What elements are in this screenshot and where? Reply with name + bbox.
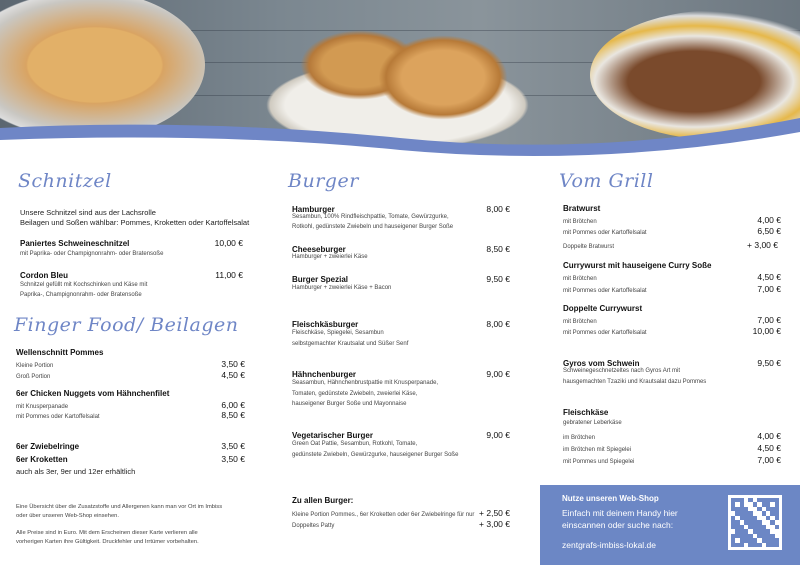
- menu-text: mit Knusperpanade: [16, 404, 69, 410]
- menu-item: [292, 369, 510, 379]
- menu-text: selbstgemachter Krautsalat und Süßer Senf: [292, 341, 409, 347]
- menu-text: 3,50 €: [221, 454, 245, 464]
- menu-text: mit Pommes und Spiegelei: [563, 459, 635, 465]
- extras-title: Zu allen Burger:: [292, 496, 354, 505]
- menu-text: Schnitzel gefüllt mit Kochschinken und Käse mit: [20, 282, 148, 288]
- menu-text: + 2,50 €: [479, 508, 510, 518]
- section-title-burger: Burger: [288, 170, 359, 192]
- menu-text: 3,50 €: [221, 359, 245, 369]
- menu-text: 4,50 €: [221, 370, 245, 380]
- price-line: [563, 226, 781, 236]
- menu-text: 8,50 €: [486, 244, 510, 254]
- price-line: [563, 455, 781, 465]
- menu-text: Sesambun, 100% Rindfleischpattie, Tomate, Gewürzgurke,: [292, 214, 449, 220]
- section-title-finger-food: Finger Food/ Beilagen: [14, 314, 239, 336]
- menu-text: Fleischkäse: [563, 408, 609, 417]
- price-line: [563, 284, 781, 294]
- menu-text: Kleine Portion: [16, 363, 54, 369]
- menu-text: Burger Spezial: [292, 275, 349, 284]
- footnote: [16, 529, 199, 547]
- menu-text: Kleine Portion Pommes., 6er Kroketten oder 6er Zwiebelringe für nur: [292, 512, 475, 518]
- menu-text: im Brötchen: [563, 435, 596, 441]
- price-line: [16, 370, 245, 380]
- menu-text: einscannen oder suche nach:: [562, 520, 674, 530]
- menu-text: Bratwurst: [563, 204, 601, 213]
- menu-text: vorherigen Karten ihre Gültigkeit. Druckfehler und Irrtümer vorbehalten.: [16, 539, 199, 545]
- menu-text: 8,50 €: [221, 410, 245, 420]
- footnote: [16, 503, 222, 521]
- price-line: [563, 443, 781, 453]
- menu-text: Green Oat Pattie, Sesambun, Rotkohl, Tomate,: [292, 441, 418, 447]
- menu-text: Hamburger: [292, 205, 335, 214]
- menu-text: Rotkohl, gedünstete Zwiebeln und hauseigener Burger Soße: [292, 224, 454, 230]
- price-line: [563, 431, 781, 441]
- menu-text: Schweinegeschnetzeltes nach Gyros Art mit: [563, 368, 681, 374]
- menu-text: 8,00 €: [486, 319, 510, 329]
- menu-text: Paniertes Schweineschnitzel: [20, 239, 130, 248]
- menu-text: hauseigener Burger Soße und Mayonnaise: [292, 401, 407, 407]
- menu-item: [20, 238, 243, 248]
- price-line: [563, 315, 781, 325]
- menu-text: 6er Chicken Nuggets vom Hähnchenfilet: [16, 389, 170, 398]
- menu-text: gedünstete Zwiebeln, Gewürzgurke, hauseigener Burger Soße: [292, 452, 459, 458]
- menu-text: 9,50 €: [486, 274, 510, 284]
- menu-text: Doppelte Currywurst: [563, 304, 643, 313]
- price-line: [16, 410, 245, 420]
- webshop-text: [562, 507, 678, 531]
- menu-text: 7,00 €: [757, 455, 781, 465]
- menu-text: 6,00 €: [221, 400, 245, 410]
- menu-text: Hähnchenburger: [292, 370, 357, 379]
- menu-text: 10,00 €: [752, 326, 781, 336]
- menu-text: 6,50 €: [757, 226, 781, 236]
- price-line: [16, 400, 245, 410]
- menu-text: gebratener Leberkäse: [563, 420, 622, 426]
- menu-text: im Brötchen mit Spiegelei: [563, 447, 632, 453]
- menu-text: Tomaten, gedünstete Zwiebeln, zweierlei Käse,: [292, 391, 418, 397]
- menu-text: Cheeseburger: [292, 245, 346, 254]
- menu-text: + 3,00 €: [479, 519, 510, 529]
- menu-text: Gyros vom Schwein: [563, 359, 640, 368]
- menu-text: Cordon Bleu: [20, 271, 68, 280]
- price-line: [563, 240, 778, 250]
- menu-text: 10,00 €: [214, 238, 243, 248]
- menu-text: 9,00 €: [486, 369, 510, 379]
- schnitzel-intro: Unsere Schnitzel sind aus der Lachsrolle: [20, 208, 156, 217]
- menu-text: Groß Portion: [16, 374, 51, 380]
- price-line: [292, 508, 510, 518]
- webshop-box: [540, 485, 800, 565]
- menu-text: mit Pommes oder Kartoffelsalat: [563, 330, 647, 336]
- banner-wave-divider: [0, 0, 800, 165]
- menu-text: 9,50 €: [757, 358, 781, 368]
- price-line: [563, 272, 781, 282]
- menu-item: [292, 319, 510, 329]
- menu-text: Eine Übersicht über die Zusatzstoffe und Allergenen kann man vor Ort im Imbiss: [16, 504, 223, 510]
- menu-text: Einfach mit deinem Handy hier: [562, 508, 678, 518]
- menu-text: Doppeltes Patty: [292, 523, 335, 529]
- menu-text: 7,00 €: [757, 284, 781, 294]
- menu-text: mit Pommes oder Kartoffelsalat: [563, 230, 647, 236]
- price-line: [16, 359, 245, 369]
- menu-item: [292, 244, 510, 254]
- menu-text: Fleischkäsburger: [292, 320, 359, 329]
- menu-text: mit Brötchen: [563, 319, 597, 325]
- menu-text: Wellenschnitt Pommes: [16, 348, 104, 357]
- menu-text: Hamburger + zweierlei Käse + Bacon: [292, 285, 392, 291]
- menu-text: mit Brötchen: [563, 276, 597, 282]
- menu-text: mit Paprika- oder Champignonrahm- oder Bratensoße: [20, 251, 164, 257]
- menu-text: Seasambun, Hähnchenbrustpattie mit Knusperpanade,: [292, 380, 439, 386]
- menu-text: mit Pommes oder Kartoffelsalat: [16, 414, 100, 420]
- section-title-schnitzel: Schnitzel: [18, 170, 112, 192]
- schnitzel-intro: Beilagen und Soßen wählbar: Pommes, Kroketten oder Kartoffelsalat: [20, 218, 250, 227]
- webshop-title: Nutze unseren Web-Shop: [562, 494, 659, 503]
- menu-item: [20, 270, 243, 280]
- size-note: auch als 3er, 9er und 12er erhältlich: [16, 467, 136, 476]
- menu-item: [292, 430, 510, 440]
- webshop-url-link[interactable]: zentgrafs-imbiss-lokal.de: [562, 540, 657, 550]
- menu-text: Hamburger + zweierlei Käse: [292, 254, 368, 260]
- menu-text: 11,00 €: [215, 270, 243, 280]
- menu-text: 8,00 €: [486, 204, 510, 214]
- price-line: [563, 215, 781, 225]
- menu-text: Fleischkäse, Spiegelei, Sesambun: [292, 330, 384, 336]
- menu-text: Paprika-, Champignonrahm- oder Bratensoße: [20, 292, 142, 298]
- menu-text: + 3,00 €: [747, 240, 778, 250]
- menu-text: Alle Preise sind in Euro. Mit dem Erscheinen dieser Karte verlieren alle: [16, 530, 198, 536]
- menu-item: [292, 204, 510, 214]
- menu-text: mit Brötchen: [563, 219, 597, 225]
- menu-item: [563, 358, 781, 368]
- section-title-grill: Vom Grill: [559, 170, 654, 192]
- menu-text: Doppelte Bratwurst: [563, 244, 615, 250]
- menu-item: [292, 274, 510, 284]
- menu-text: 4,50 €: [757, 443, 781, 453]
- menu-text: Vegetarischer Burger: [292, 431, 373, 440]
- menu-text: 6er Zwiebelringe: [16, 442, 80, 451]
- menu-text: mit Pommes oder Kartoffelsalat: [563, 288, 647, 294]
- menu-item: [16, 441, 245, 451]
- menu-text: 4,00 €: [757, 215, 781, 225]
- menu-text: oder über unseren Web-Shop einsehen.: [16, 513, 120, 519]
- menu-text: hausgemachten Tzaziki und Krautsalat dazu Pommes: [563, 379, 707, 385]
- price-line: [563, 326, 781, 336]
- menu-text: 6er Kroketten: [16, 455, 68, 464]
- menu-text: Currywurst mit hauseigene Curry Soße: [563, 261, 712, 270]
- menu-text: 4,00 €: [757, 431, 781, 441]
- menu-text: 3,50 €: [221, 441, 245, 451]
- menu-text: 9,00 €: [486, 430, 510, 440]
- menu-text: 7,00 €: [757, 315, 781, 325]
- price-line: [292, 519, 510, 529]
- menu-text: 4,50 €: [757, 272, 781, 282]
- menu-item: [16, 454, 245, 464]
- qr-code-icon[interactable]: [728, 495, 782, 550]
